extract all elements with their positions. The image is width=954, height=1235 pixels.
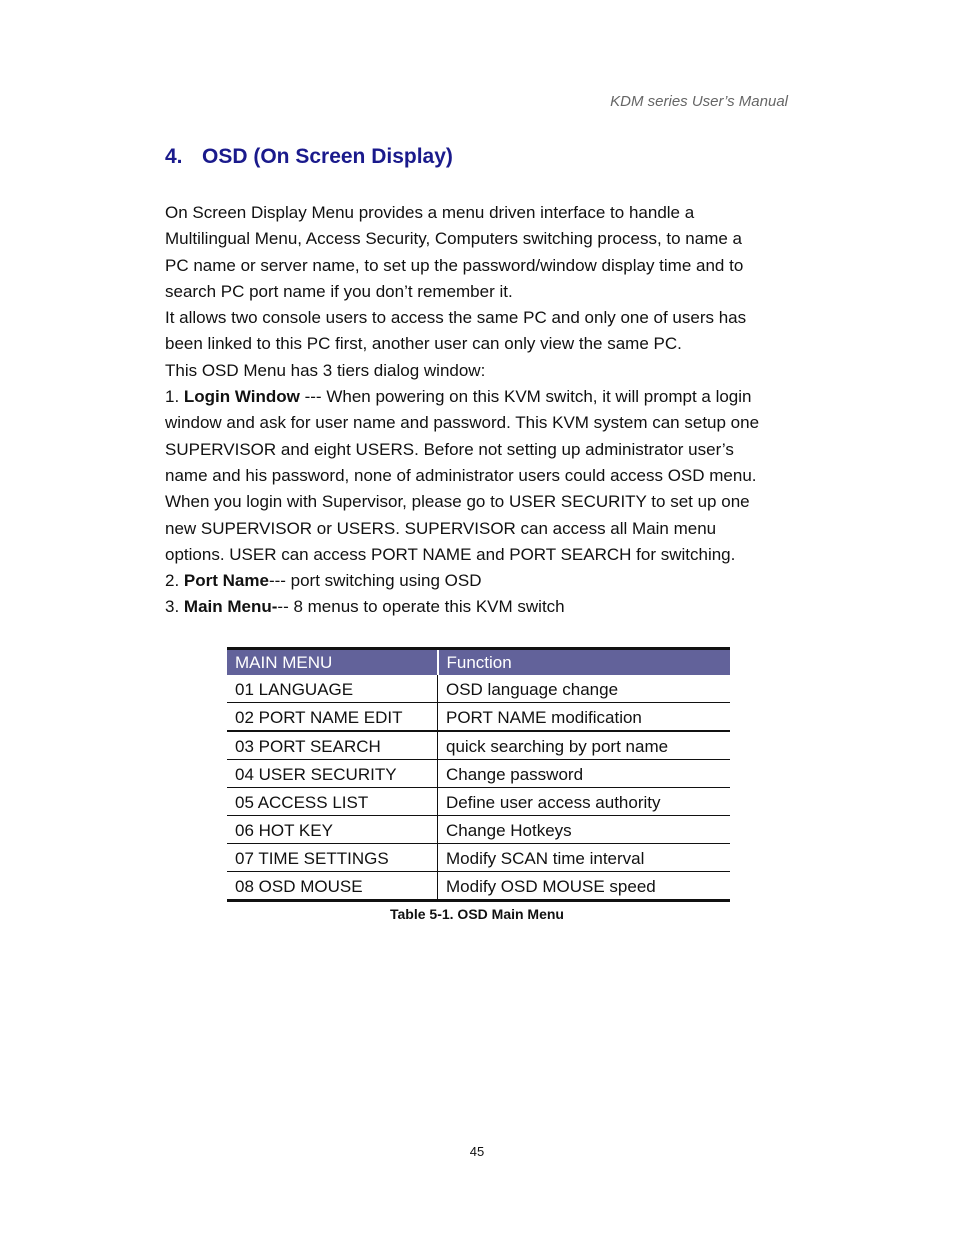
table-row <box>227 788 730 816</box>
running-header: KDM series User’s Manual <box>610 93 788 110</box>
table-cell-function: Change password <box>446 765 584 784</box>
text-line: On Screen Display Menu provides a menu driven interface to handle a <box>165 203 695 222</box>
table-cell-function: Modify OSD MOUSE speed <box>446 877 656 896</box>
table-row <box>227 816 730 844</box>
list-item-port-name <box>165 568 795 594</box>
text-line: --- When powering on this KVM switch, it will prompt a login <box>299 387 752 407</box>
section-title: OSD (On Screen Display) <box>202 145 453 168</box>
list-item-prefix: 3. <box>165 597 184 617</box>
table-cell-menu: 07 TIME SETTINGS <box>227 844 438 872</box>
text-line: Multilingual Menu, Access Security, Computers switching process, to name a <box>165 229 742 249</box>
table-cell-function: PORT NAME modification <box>446 708 642 727</box>
table-cell-function: OSD language change <box>446 680 619 699</box>
table-cell-function: Modify SCAN time interval <box>446 849 645 868</box>
paragraph-tiers: This OSD Menu has 3 tiers dialog window: <box>165 360 486 380</box>
table-cell-menu: 01 LANGUAGE <box>227 675 438 703</box>
list-item-prefix: 2. <box>165 571 184 591</box>
list-item-login-window <box>165 384 795 568</box>
table-cell-menu: 02 PORT NAME EDIT <box>227 703 438 732</box>
list-item-term: Login Window <box>183 387 300 407</box>
table-row <box>227 760 730 788</box>
list-item-term: Main Menu- <box>183 597 278 617</box>
body-text <box>165 200 795 621</box>
table-cell-menu: 08 OSD MOUSE <box>227 872 438 901</box>
table-cell-menu: 06 HOT KEY <box>227 816 438 844</box>
table-row <box>227 872 730 901</box>
table-row <box>227 703 730 732</box>
table-cell-menu: 05 ACCESS LIST <box>227 788 438 816</box>
table-cell-function: Define user access authority <box>446 793 661 812</box>
list-item-prefix: 1. <box>165 387 184 407</box>
list-item-text: --- port switching using OSD <box>268 571 482 591</box>
table-header-row <box>227 649 730 676</box>
table-cell-function: Change Hotkeys <box>446 821 572 840</box>
table-cell-function: quick searching by port name <box>446 737 669 756</box>
text-line: When you login with Supervisor, please go to USER SECURITY to set up one <box>165 492 750 512</box>
text-line: window and ask for user name and password. This KVM system can setup one <box>165 413 760 433</box>
table-cell-menu: 04 USER SECURITY <box>227 760 438 788</box>
table-row <box>227 731 730 760</box>
text-line: been linked to this PC first, another user can only view the same PC. <box>165 334 682 354</box>
section-number: 4. <box>165 145 183 168</box>
section-heading <box>165 145 453 169</box>
text-line: options. USER can access PORT NAME and PORT SEARCH for switching. <box>165 544 736 564</box>
text-line: new SUPERVISOR or USERS. SUPERVISOR can access all Main menu <box>165 518 717 538</box>
text-line: SUPERVISOR and eight USERS. Before not setting up administrator user’s <box>165 439 734 459</box>
list-item-term: Port Name <box>183 571 269 591</box>
table-cell-menu: 03 PORT SEARCH <box>227 731 438 760</box>
page-number: 45 <box>469 1144 485 1159</box>
table-row <box>227 844 730 872</box>
text-line: It allows two console users to access the same PC and only one of users has <box>165 308 747 328</box>
text-line: name and his password, none of administrator users could access OSD menu. <box>165 465 757 485</box>
paragraph-intro <box>165 200 795 305</box>
text-line: search PC port name if you don’t remember it. <box>165 281 513 301</box>
text-line: PC name or server name, to set up the password/window display time and to <box>165 255 744 275</box>
list-item-main-menu <box>165 594 795 620</box>
osd-main-menu-table <box>227 647 730 902</box>
list-item-text: -- 8 menus to operate this KVM switch <box>277 597 565 617</box>
table-header-main-menu: MAIN MENU <box>227 649 438 676</box>
paragraph-console-users <box>165 305 795 358</box>
table-header-function: Function <box>438 649 731 676</box>
table-row <box>227 675 730 703</box>
table-caption: Table 5-1. OSD Main Menu <box>390 906 564 922</box>
